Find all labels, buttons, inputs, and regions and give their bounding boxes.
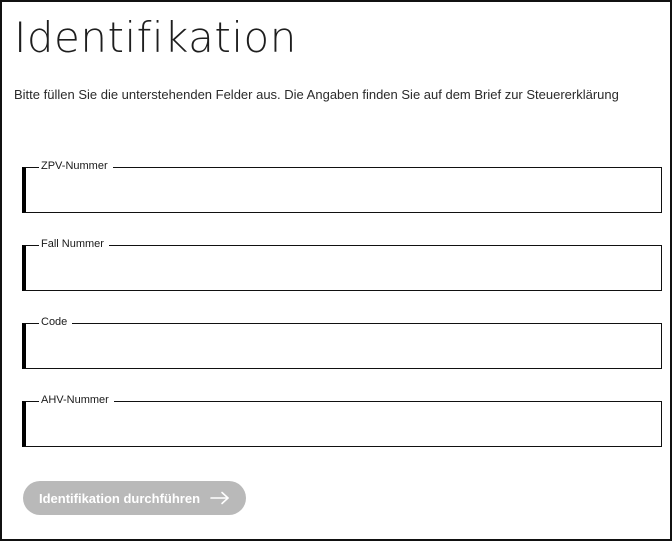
zpv-nummer-label: ZPV-Nummer bbox=[39, 159, 113, 173]
page-title: Identifikation bbox=[14, 13, 297, 62]
ahv-nummer-field[interactable] bbox=[22, 394, 662, 447]
zpv-nummer-field[interactable] bbox=[22, 160, 662, 213]
fall-nummer-field[interactable] bbox=[22, 238, 662, 291]
arrow-right-icon bbox=[210, 491, 230, 505]
code-input[interactable] bbox=[32, 334, 652, 360]
ahv-nummer-label: AHV-Nummer bbox=[39, 393, 114, 407]
code-field[interactable] bbox=[22, 316, 662, 369]
instructions-text: Bitte füllen Sie die unterstehenden Felder aus. Die Angaben finden Sie auf dem Brief zur Steuererklärung bbox=[14, 87, 619, 102]
zpv-nummer-input[interactable] bbox=[32, 178, 652, 204]
fall-nummer-label: Fall Nummer bbox=[39, 237, 109, 251]
submit-button-label: Identifikation durchführen bbox=[38, 490, 201, 506]
submit-identification-button[interactable] bbox=[23, 481, 246, 515]
fall-nummer-input[interactable] bbox=[32, 256, 652, 282]
ahv-nummer-input[interactable] bbox=[32, 412, 652, 438]
code-label: Code bbox=[39, 315, 72, 329]
